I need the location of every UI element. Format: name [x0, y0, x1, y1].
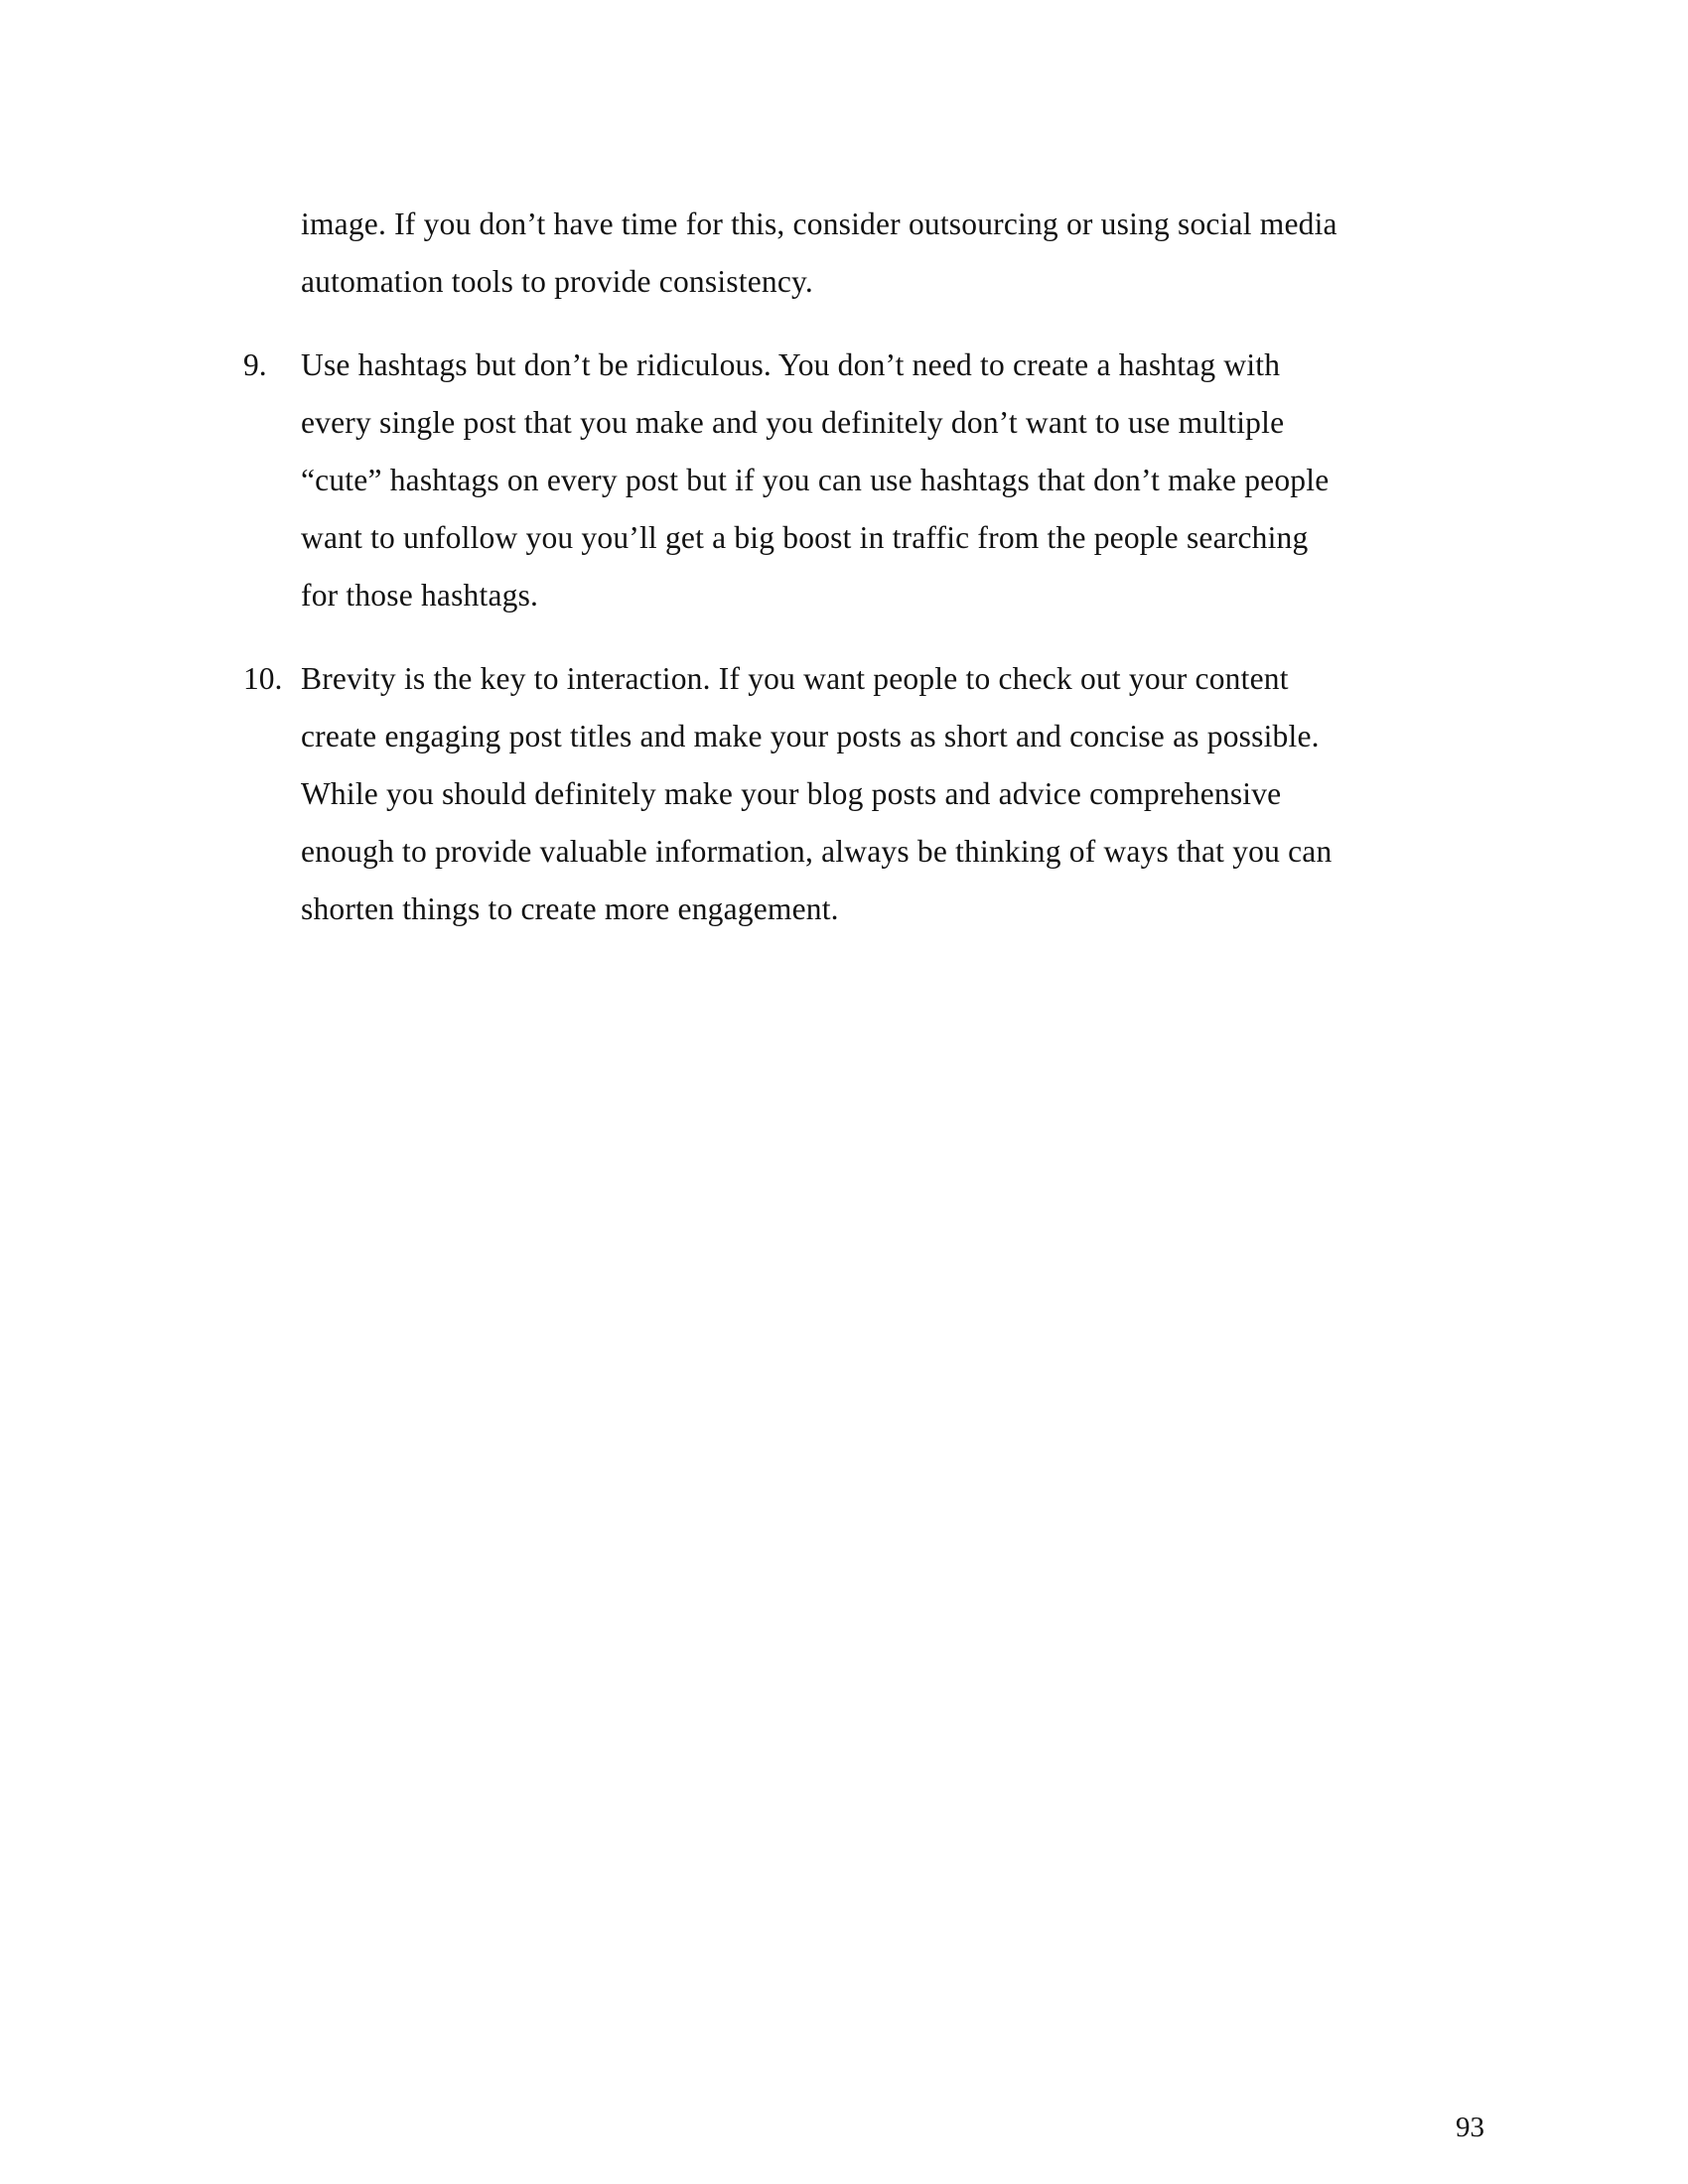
text-line: Brevity is the key to interaction. If you want people to check out your content [301, 661, 1289, 696]
text-line: While you should definitely make your blog posts and advice comprehensive [301, 776, 1282, 811]
list-item-9 [243, 337, 1453, 624]
list-item-text [301, 337, 1453, 624]
text-line: automation tools to provide consistency. [301, 264, 813, 299]
list-item-10 [243, 650, 1453, 938]
text-line: Use hashtags but don’t be ridiculous. You don’t need to create a hashtag with [301, 347, 1281, 382]
text-line: want to unfollow you you’ll get a big boost in traffic from the people searching [301, 520, 1309, 555]
intro-paragraph [301, 196, 1453, 311]
page-number: 93 [1456, 2112, 1484, 2143]
page-content [243, 196, 1453, 964]
text-line: create engaging post titles and make your posts as short and concise as possible. [301, 719, 1320, 753]
text-line: shorten things to create more engagement. [301, 891, 839, 926]
text-line: image. If you don’t have time for this, consider outsourcing or using social media [301, 206, 1337, 241]
text-line: every single post that you make and you definitely don’t want to use multiple [301, 405, 1285, 440]
list-number: 10. [243, 661, 283, 696]
list-number: 9. [243, 347, 267, 382]
text-line: “cute” hashtags on every post but if you can use hashtags that don’t make people [301, 463, 1330, 497]
text-line: for those hashtags. [301, 578, 539, 613]
list-item-text [301, 650, 1453, 938]
text-line: enough to provide valuable information, always be thinking of ways that you can [301, 834, 1333, 869]
